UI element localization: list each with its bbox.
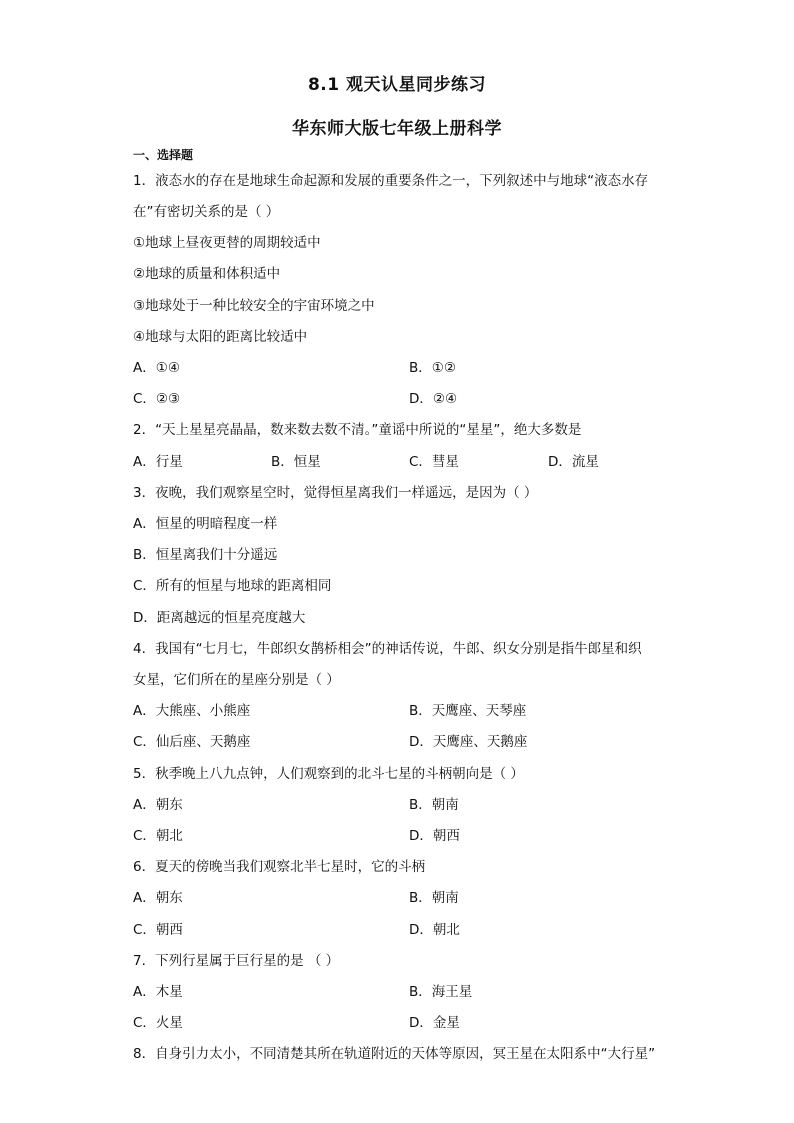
question-1-line-2: 在”有密切关系的是（ ） xyxy=(133,204,280,220)
question-4-option-d: D．天鹰座、天鹅座 xyxy=(409,734,528,750)
question-7-option-b: B．海王星 xyxy=(409,984,473,1000)
question-1-statement-2: ②地球的质量和体积适中 xyxy=(133,266,281,282)
question-1-line-1: 1．液态水的存在是地球生命起源和发展的重要条件之一，下列叙述中与地球“液态水存 xyxy=(133,173,649,189)
question-1-statement-4: ④地球与太阳的距离比较适中 xyxy=(133,329,308,345)
question-6-option-c: C．朝西 xyxy=(133,922,183,938)
question-5-line-1: 5．秋季晚上八九点钟，人们观察到的北斗七星的斗柄朝向是（ ） xyxy=(133,766,524,782)
page-title: 8.1 观天认星同步练习 xyxy=(307,75,487,95)
question-3-line-1: 3．夜晚，我们观察星空时，觉得恒星离我们一样遥远，是因为（ ） xyxy=(133,485,538,501)
question-4-option-a: A．大熊座、小熊座 xyxy=(133,703,251,719)
question-4-line-2: 女星，它们所在的星座分别是（ ） xyxy=(133,672,340,688)
question-1-statement-3: ③地球处于一种比较安全的宇宙环境之中 xyxy=(133,298,375,314)
question-2-option-a: A．行星 xyxy=(133,454,183,470)
question-5-option-c: C．朝北 xyxy=(133,828,183,844)
question-4-option-b: B．天鹰座、天琴座 xyxy=(409,703,527,719)
question-7-option-c: C．火星 xyxy=(133,1015,183,1031)
question-5-option-d: D．朝西 xyxy=(409,828,460,844)
question-7-option-d: D．金星 xyxy=(409,1015,460,1031)
question-2-option-c: C．彗星 xyxy=(409,454,459,470)
question-6-option-a: A．朝东 xyxy=(133,890,183,906)
question-3-option-b: B．恒星离我们十分遥远 xyxy=(133,547,278,563)
question-1-statement-1: ①地球上昼夜更替的周期较适中 xyxy=(133,235,321,251)
page-subtitle: 华东师大版七年级上册科学 xyxy=(292,119,502,139)
question-6-option-d: D．朝北 xyxy=(409,922,460,938)
question-7-option-a: A．木星 xyxy=(133,984,183,1000)
question-2-option-b: B．恒星 xyxy=(271,454,321,470)
question-5-option-b: B．朝南 xyxy=(409,797,459,813)
question-2-option-d: D．流星 xyxy=(548,454,599,470)
question-3-option-a: A．恒星的明暗程度一样 xyxy=(133,516,278,532)
question-1-option-a: A．①④ xyxy=(133,360,180,376)
question-1-option-c: C．②③ xyxy=(133,391,181,407)
question-3-option-d: D．距离越远的恒星亮度越大 xyxy=(133,610,306,626)
question-6-line-1: 6．夏天的傍晚当我们观察北半七星时，它的斗柄 xyxy=(133,859,426,875)
question-4-option-c: C．仙后座、天鹅座 xyxy=(133,734,251,750)
question-1-option-b: B．①② xyxy=(409,360,456,376)
section-heading: 一、选择题 xyxy=(133,148,194,162)
question-4-line-1: 4．我国有“七月七，牛郎织女鹊桥相会”的神话传说，牛郎、织女分别是指牛郎星和织 xyxy=(133,641,642,657)
question-2-line-1: 2．“天上星星亮晶晶，数来数去数不清。”童谣中所说的“星星”，绝大多数是 xyxy=(133,422,582,438)
question-5-option-a: A．朝东 xyxy=(133,797,183,813)
question-7-line-1: 7．下列行星属于巨行星的是 （ ） xyxy=(133,953,340,969)
question-1-option-d: D．②④ xyxy=(409,391,458,407)
question-3-option-c: C．所有的恒星与地球的距离相同 xyxy=(133,578,332,594)
question-8-line-1: 8．自身引力太小，不同清楚其所在轨道附近的天体等原因，冥王星在太阳系中“大行星” xyxy=(133,1046,656,1062)
question-6-option-b: B．朝南 xyxy=(409,890,459,906)
